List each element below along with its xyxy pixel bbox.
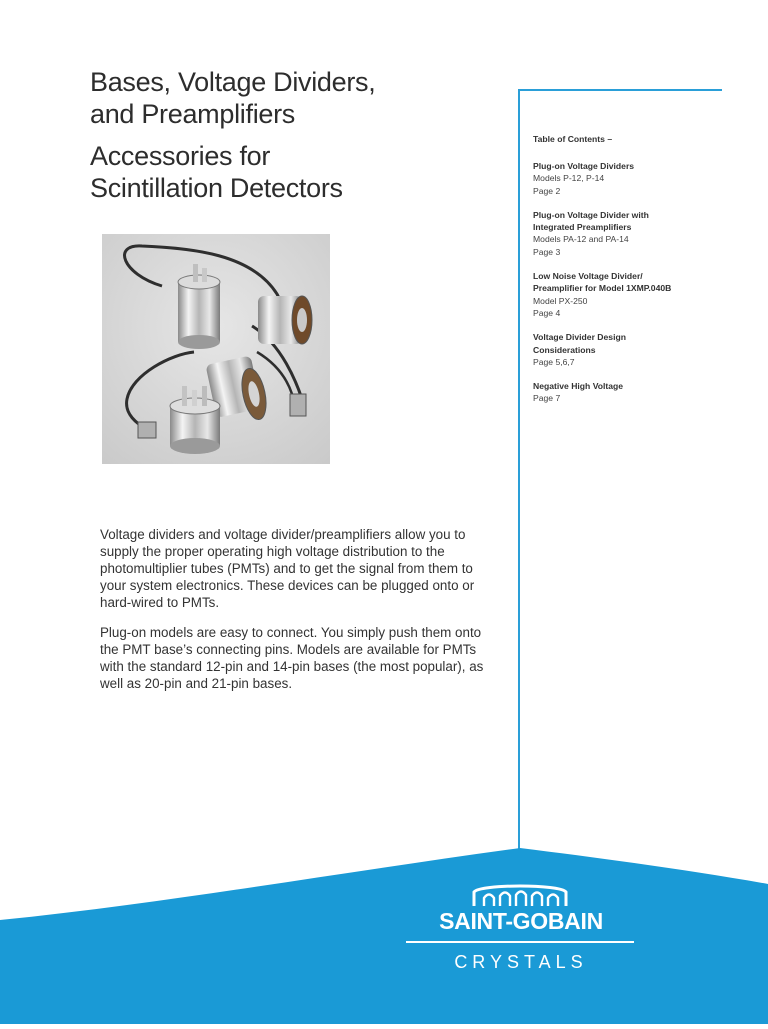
logo-divider — [406, 941, 634, 943]
toc-entry-page: Page 5,6,7 — [533, 356, 575, 367]
toc-entry[interactable] — [533, 380, 733, 405]
logo-name: SAINT-GOBAIN — [439, 908, 603, 934]
toc-entry[interactable] — [533, 209, 733, 258]
toc-entry-detail: Model PX-250 — [533, 295, 588, 306]
saint-gobain-logo — [406, 882, 636, 982]
product-photo — [102, 234, 330, 464]
toc-entry[interactable] — [533, 160, 733, 197]
toc-entry-page: Page 4 — [533, 307, 561, 318]
toc-entry-title: Plug-on Voltage Divider with — [533, 209, 649, 220]
paragraph: Voltage dividers and voltage divider/preamplifiers allow you to supply the proper operating high voltage distribution to the photomultiplier tubes (PMTs) and to get the signal from them to your system electronics. These devices can be plugged onto or hard-wired to PMTs. — [100, 527, 475, 610]
toc-heading: Table of Contents – — [533, 134, 613, 144]
subtitle-line: Scintillation Detectors — [90, 173, 343, 203]
toc-entry-title: Preamplifier for Model 1XMP.040B — [533, 283, 672, 294]
toc-divider-vertical — [518, 89, 520, 849]
toc-entry-page: Page 2 — [533, 185, 561, 196]
toc-entry-title: Integrated Preamplifiers — [533, 222, 632, 233]
toc-entry-title: Voltage Divider Design — [533, 332, 626, 343]
toc-entry-page: Page 7 — [533, 393, 561, 404]
toc-entry-detail: Models PA-12 and PA-14 — [533, 234, 629, 245]
footer-band — [0, 840, 768, 1024]
document-subtitle — [90, 140, 490, 204]
toc-entry-page: Page 3 — [533, 246, 561, 257]
arch-icon — [470, 882, 570, 908]
toc-entry-title: Plug-on Voltage Dividers — [533, 161, 635, 171]
document-title — [90, 66, 490, 130]
intro-text — [100, 526, 492, 705]
logo-subtitle: CRYSTALS — [454, 952, 588, 972]
title-line: and Preamplifiers — [90, 99, 295, 129]
toc-entry-title: Considerations — [533, 344, 596, 355]
toc-entry[interactable] — [533, 270, 733, 319]
toc-entry-detail: Models P-12, P-14 — [533, 173, 605, 184]
table-of-contents — [533, 134, 733, 417]
paragraph: Plug-on models are easy to connect. You simply push them onto the PMT base’s connecting pins. Models are available for PMTs with the standard 12-pin and 14-pin bases (the most popular), as well as 20-pin and 21-pin bases. — [100, 625, 484, 691]
footer-wave — [0, 840, 768, 1024]
toc-entry-title: Negative High Voltage — [533, 381, 624, 392]
product-photo-illustration — [102, 234, 330, 464]
toc-entry[interactable] — [533, 331, 733, 368]
subtitle-line: Accessories for — [90, 141, 271, 171]
toc-entry-title: Low Noise Voltage Divider/ — [533, 271, 643, 282]
title-line: Bases, Voltage Dividers, — [90, 67, 376, 97]
toc-divider-horizontal — [518, 89, 722, 91]
